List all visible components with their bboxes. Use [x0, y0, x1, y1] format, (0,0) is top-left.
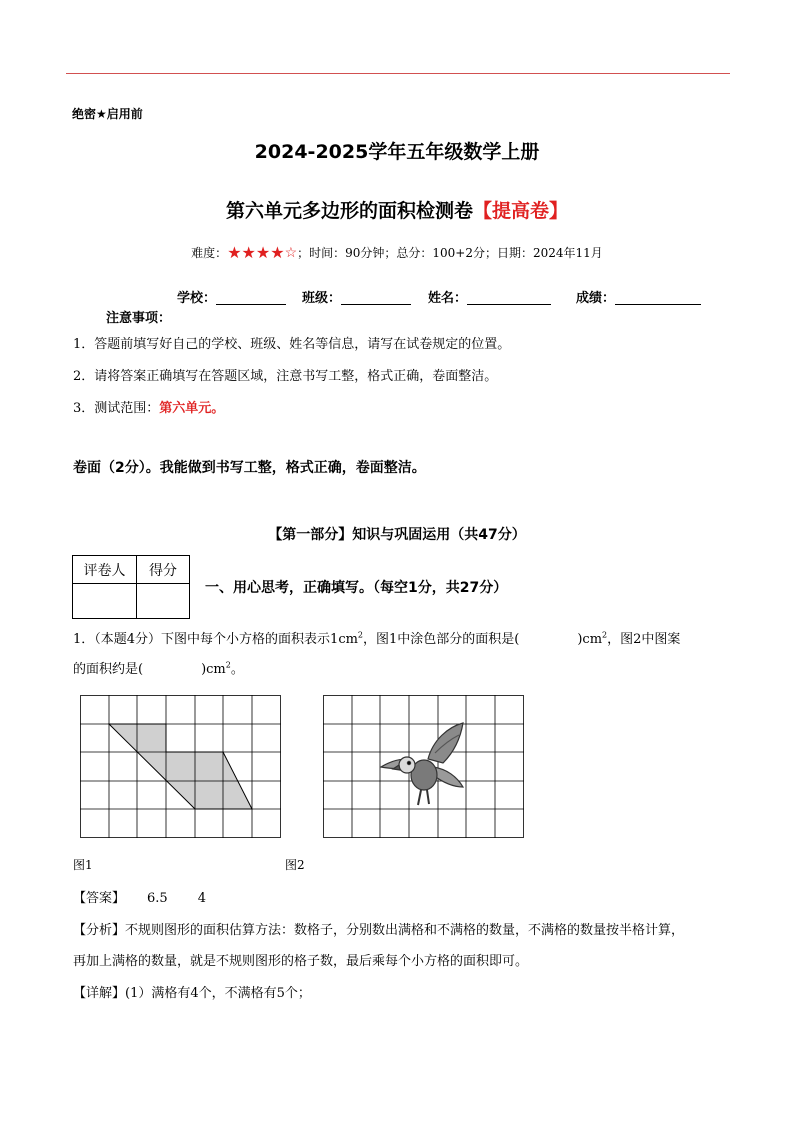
- q1-text-d: ，图2中图案: [607, 632, 681, 647]
- q1-text-a: 1．（本题4分）下图中每个小方格的面积表示1cm: [73, 632, 358, 647]
- q1-text-f: )cm: [201, 662, 226, 677]
- score-header: 得分: [137, 556, 190, 584]
- figure-1-caption: 图1: [73, 858, 93, 872]
- score-blank[interactable]: [615, 290, 701, 305]
- test-range-value: 第六单元。: [159, 401, 225, 416]
- subtitle-main: 第六单元多边形的面积检测卷: [225, 200, 473, 222]
- figure-2-caption: 图2: [285, 858, 305, 872]
- notice-item: 1．答题前填写好自己的学校、班级、姓名等信息，请写在试卷规定的位置。: [73, 337, 511, 352]
- shaded-shape: [109, 724, 252, 809]
- answer-value-1: 6.5: [147, 891, 168, 906]
- subtitle-tag: 【提高卷】: [473, 200, 569, 222]
- eagle-icon: [381, 723, 463, 805]
- q1-sup: 2: [357, 630, 364, 640]
- class-blank[interactable]: [341, 290, 411, 305]
- q1-text-c: )cm: [577, 632, 603, 647]
- analysis-line-2: 再加上满格的数量，就是不规则图形的格子数，最后乘每个小方格的面积即可。: [73, 954, 529, 969]
- class-field: [302, 287, 411, 306]
- notice-item-label: 3．测试范围：: [73, 401, 160, 416]
- school-label: 学校：: [177, 291, 217, 306]
- name-field: [428, 287, 551, 306]
- score-field: [576, 287, 701, 306]
- analysis-line-1: 【分析】不规则图形的面积估算方法：数格子，分别数出满格和不满格的数量，不满格的数量按半格计算，: [73, 923, 685, 938]
- exam-subtitle: [0, 196, 794, 223]
- name-blank[interactable]: [467, 290, 551, 305]
- answer-label: 【答案】: [73, 891, 126, 906]
- answer-line: [73, 887, 206, 906]
- detail-line: 【详解】(1）满格有4个，不满格有5个；: [73, 986, 311, 1001]
- difficulty-star-empty: ☆: [284, 245, 298, 261]
- q1-text-b: ，图1中涂色部分的面积是(: [363, 632, 520, 647]
- exam-title: 2024-2025学年五年级数学上册: [254, 141, 540, 163]
- question-1-line1: [73, 628, 680, 647]
- notice-item: 2．请将答案正确填写在答题区域，注意书写工整，格式正确，卷面整洁。: [73, 369, 498, 384]
- part-heading: 【第一部分】知识与巩固运用（共47分）: [268, 527, 526, 543]
- grader-score-table: [72, 555, 190, 619]
- neatness-note: 卷面（2分）。我能做到书写工整，格式正确，卷面整洁。: [73, 460, 426, 476]
- question-1-line2: [73, 658, 244, 677]
- q1-text-g: 。: [230, 662, 244, 677]
- answer-value-2: 4: [197, 891, 206, 906]
- school-blank[interactable]: [216, 290, 286, 305]
- name-label: 姓名：: [428, 291, 468, 306]
- exam-meta: [0, 243, 794, 262]
- class-label: 班级：: [302, 291, 342, 306]
- score-cell[interactable]: [137, 584, 190, 619]
- figure-1-grid: [80, 695, 282, 839]
- score-label: 成绩：: [576, 291, 616, 306]
- difficulty-stars-filled: ★★★★: [227, 243, 285, 262]
- figure-2-grid: [323, 695, 525, 839]
- q1-text-e: 的面积约是(: [73, 662, 144, 677]
- exam-meta-rest: ；时间：90分钟；总分：100+2分；日期：2024年11月: [297, 246, 603, 260]
- q1-sup: 2: [225, 660, 231, 670]
- notice-item: [73, 397, 224, 416]
- section-heading: 一、用心思考，正确填写。（每空1分，共27分）: [205, 580, 508, 596]
- difficulty-label: 难度：: [191, 246, 228, 260]
- q1-sup: 2: [602, 630, 608, 640]
- header-rule: [66, 73, 730, 74]
- grader-cell[interactable]: [73, 584, 137, 619]
- grader-header: 评卷人: [73, 556, 137, 584]
- confidential-label: 绝密★启用前: [72, 107, 143, 121]
- school-field: [177, 287, 286, 306]
- notice-heading: 注意事项：: [106, 311, 172, 326]
